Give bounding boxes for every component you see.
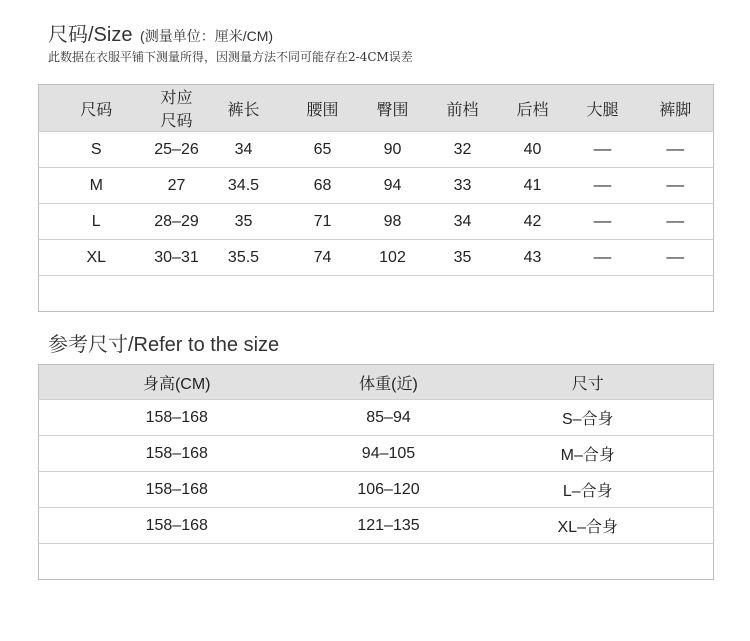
empty-cell <box>39 544 714 580</box>
table-cell: 27 <box>154 168 200 204</box>
table-row <box>39 204 714 240</box>
reference-table <box>38 364 714 580</box>
header-cell: 前档 <box>428 85 498 132</box>
header-cell: 裤长 <box>200 85 288 132</box>
table-cell: –– <box>638 132 714 168</box>
table-cell: –– <box>568 240 638 276</box>
reference-table-header <box>39 365 714 400</box>
table-cell: S <box>39 132 154 168</box>
header-cell: 身高(CM) <box>39 365 315 400</box>
table-cell: 43 <box>498 240 568 276</box>
table-cell: –– <box>638 204 714 240</box>
empty-row <box>39 544 714 580</box>
table-cell: 121–135 <box>315 508 463 544</box>
table-cell: L <box>39 204 154 240</box>
table-cell: 71 <box>288 204 358 240</box>
table-row <box>39 400 714 436</box>
table-cell: L–合身 <box>463 472 714 508</box>
size-section-title <box>48 18 273 47</box>
table-cell: 74 <box>288 240 358 276</box>
table-cell: 34.5 <box>200 168 288 204</box>
table-cell: 41 <box>498 168 568 204</box>
table-cell: 158–168 <box>39 472 315 508</box>
table-cell: 30–31 <box>154 240 200 276</box>
header-cell: 大腿 <box>568 85 638 132</box>
table-cell: 102 <box>358 240 428 276</box>
unit-label: (测量单位：厘米/CM) <box>140 28 274 44</box>
header-cell: 对应尺码 <box>154 85 200 132</box>
table-cell: 68 <box>288 168 358 204</box>
table-cell: 90 <box>358 132 428 168</box>
header-cell: 尺码 <box>39 85 154 132</box>
header-cell: 后档 <box>498 85 568 132</box>
table-cell: 32 <box>428 132 498 168</box>
table-cell: 65 <box>288 132 358 168</box>
size-title-text: 尺码/Size <box>48 24 133 46</box>
table-cell: 35.5 <box>200 240 288 276</box>
table-cell: 85–94 <box>315 400 463 436</box>
header-cell: 臀围 <box>358 85 428 132</box>
table-cell: 158–168 <box>39 436 315 472</box>
table-row <box>39 168 714 204</box>
empty-cell <box>39 276 714 312</box>
table-cell: 35 <box>200 204 288 240</box>
table-cell: –– <box>568 132 638 168</box>
header-cell: 尺寸 <box>463 365 714 400</box>
table-cell: 158–168 <box>39 508 315 544</box>
table-row <box>39 240 714 276</box>
table-row <box>39 508 714 544</box>
table-cell: S–合身 <box>463 400 714 436</box>
table-cell: M–合身 <box>463 436 714 472</box>
table-row <box>39 472 714 508</box>
table-cell: 28–29 <box>154 204 200 240</box>
size-table-header <box>39 85 714 132</box>
reference-section-title: 参考尺寸/Refer to the size <box>48 334 280 356</box>
header-cell: 腰围 <box>288 85 358 132</box>
table-cell: 35 <box>428 240 498 276</box>
table-cell: 98 <box>358 204 428 240</box>
table-cell: 33 <box>428 168 498 204</box>
table-cell: 25–26 <box>154 132 200 168</box>
table-cell: 158–168 <box>39 400 315 436</box>
measurement-note: 此数据在衣服平铺下测量所得，因测量方法不同可能存在2-4CM误差 <box>48 50 413 64</box>
table-cell: 94–105 <box>315 436 463 472</box>
table-cell: XL–合身 <box>463 508 714 544</box>
table-cell: 34 <box>428 204 498 240</box>
table-cell: M <box>39 168 154 204</box>
table-cell: –– <box>568 204 638 240</box>
table-cell: 40 <box>498 132 568 168</box>
table-cell: 34 <box>200 132 288 168</box>
size-table <box>38 84 714 312</box>
table-cell: XL <box>39 240 154 276</box>
table-cell: 106–120 <box>315 472 463 508</box>
table-row <box>39 132 714 168</box>
table-cell: 42 <box>498 204 568 240</box>
header-cell: 裤脚 <box>638 85 714 132</box>
empty-row <box>39 276 714 312</box>
table-row <box>39 436 714 472</box>
table-cell: –– <box>638 168 714 204</box>
table-cell: –– <box>568 168 638 204</box>
header-cell: 体重(近) <box>315 365 463 400</box>
table-cell: –– <box>638 240 714 276</box>
table-cell: 94 <box>358 168 428 204</box>
